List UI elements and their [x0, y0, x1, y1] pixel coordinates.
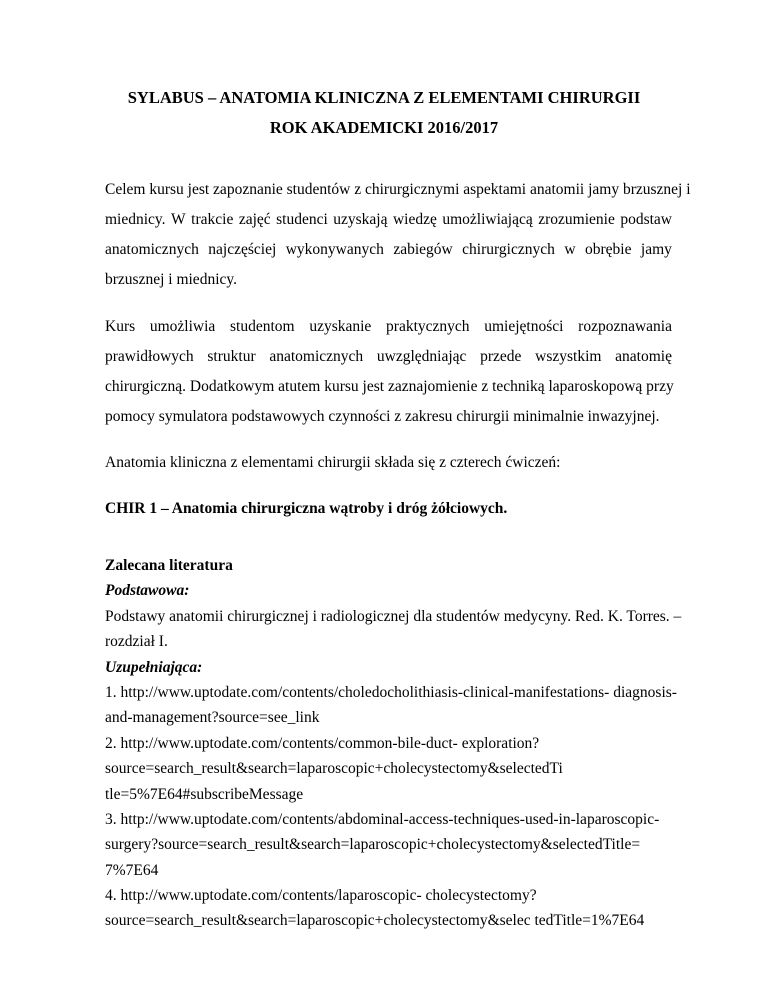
- supplementary-link-line: 1. http://www.uptodate.com/contents/choledocholithiasis-clinical-manifestations- diagnosis-: [105, 684, 677, 701]
- intro-p2-line1: Kurs umożliwia studentom uzyskanie praktycznych umiejętności rozpoznawania: [105, 318, 672, 335]
- supplementary-link-line: tle=5%7E64#subscribeMessage: [105, 786, 304, 803]
- basic-literature-line: rozdział I.: [105, 633, 168, 650]
- supplementary-link-line: 7%7E64: [105, 862, 159, 879]
- supplementary-literature-label: Uzupełniająca:: [105, 659, 203, 676]
- intro-p1-line2: miednicy. W trakcie zajęć studenci uzyskają wiedzę umożliwiającą zrozumienie podstaw: [105, 211, 672, 228]
- intro-p2-line2: prawidłowych struktur anatomicznych uwzględniając przede wszystkim anatomię: [105, 348, 672, 365]
- supplementary-link-line: 3. http://www.uptodate.com/contents/abdominal-access-techniques-used-in-laparoscopic-: [105, 811, 660, 828]
- intro-p3: Anatomia kliniczna z elementami chirurgii składa się z czterech ćwiczeń:: [105, 454, 561, 471]
- supplementary-link-line: and-management?source=see_link: [105, 709, 320, 726]
- intro-p1-line1: Celem kursu jest zapoznanie studentów z chirurgicznymi aspektami anatomii jamy brzusznej i: [105, 181, 691, 198]
- intro-p2-line3: chirurgiczną. Dodatkowym atutem kursu jest zaznajomienie z techniką laparoskopową przy: [105, 378, 674, 395]
- supplementary-link-line: 2. http://www.uptodate.com/contents/common-bile-duct- exploration?: [105, 735, 540, 752]
- intro-p2-line4: pomocy symulatora podstawowych czynności z zakresu chirurgii minimalnie inwazyjnej.: [105, 408, 660, 425]
- supplementary-link-line: source=search_result&search=laparoscopic+cholecystectomy&selec tedTitle=1%7E64: [105, 912, 645, 929]
- intro-p1-line4: brzusznej i miednicy.: [105, 271, 237, 288]
- document-title: SYLABUS – ANATOMIA KLINICZNA Z ELEMENTAMI CHIRURGII: [127, 88, 641, 107]
- intro-p1-line3: anatomicznych najczęściej wykonywanych zabiegów chirurgicznych w obrębie jamy: [105, 241, 672, 258]
- supplementary-link-line: 4. http://www.uptodate.com/contents/laparoscopic- cholecystectomy?: [105, 887, 537, 904]
- supplementary-link-line: source=search_result&search=laparoscopic+cholecystectomy&selectedTi: [105, 760, 563, 777]
- section-heading: CHIR 1 – Anatomia chirurgiczna wątroby i dróg żółciowych.: [105, 500, 508, 517]
- academic-year-title: ROK AKADEMICKI 2016/2017: [269, 118, 499, 137]
- literature-heading: Zalecana literatura: [105, 557, 233, 574]
- basic-literature-line: Podstawy anatomii chirurgicznej i radiologicznej dla studentów medycyny. Red. K. Torres. –: [105, 608, 682, 625]
- basic-literature-label: Podstawowa:: [105, 582, 190, 599]
- supplementary-link-line: surgery?source=search_result&search=laparoscopic+cholecystectomy&selectedTitle=: [105, 836, 641, 853]
